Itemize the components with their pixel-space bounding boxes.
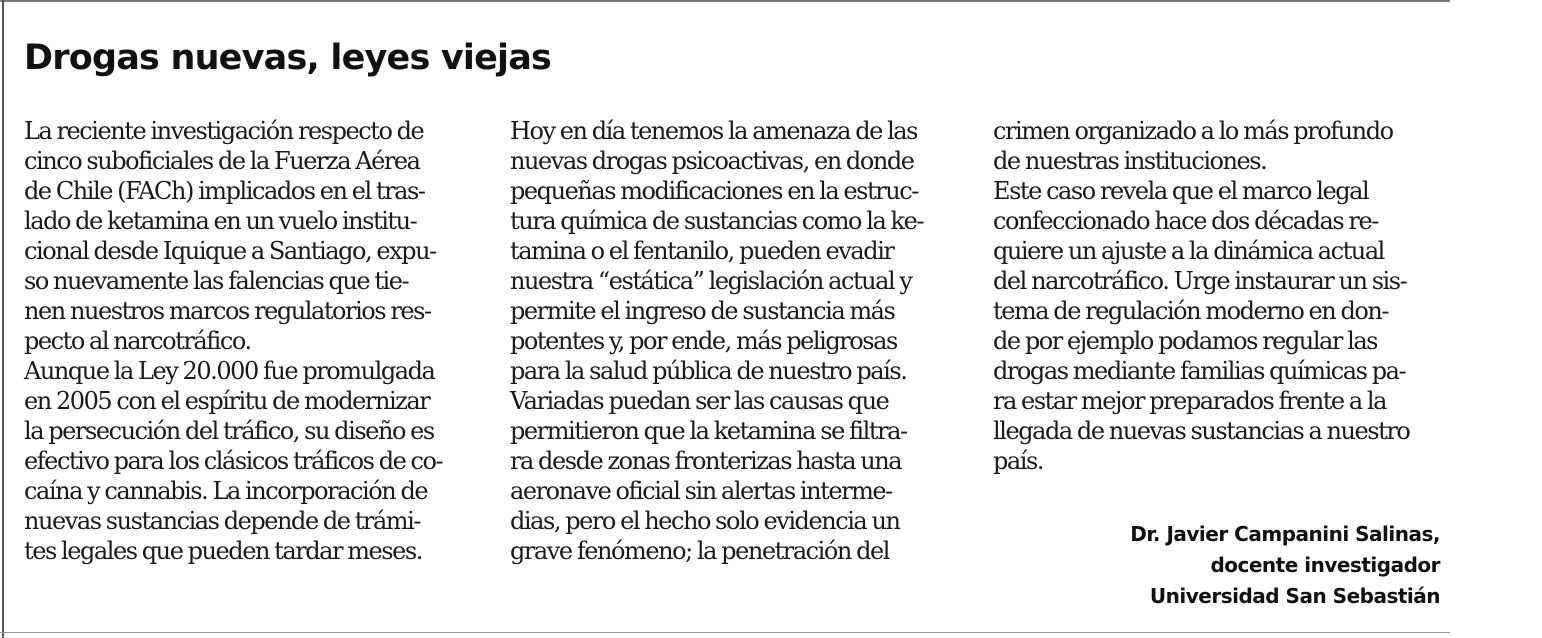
text-line: permite el ingreso de sustancia más [510, 297, 895, 325]
text-line: nuevas drogas psicoactivas, en donde [510, 147, 914, 175]
text-line: quiere un ajuste a la dinámica actual [993, 237, 1384, 265]
author-role: docente investigador [1210, 553, 1440, 577]
text-line: tamina o el fentanilo, pueden evadir [510, 237, 894, 265]
text-line: nen nuestros marcos regulatorios res- [24, 297, 431, 325]
text-line: nuevas sustancias depende de trámi- [24, 507, 421, 535]
text-line: cinco suboficiales de la Fuerza Aérea [24, 147, 420, 175]
text-line: país. [993, 447, 1044, 475]
frame-border-left [2, 0, 4, 638]
text-line: grave fenómeno; la penetración del [510, 537, 889, 565]
text-line: en 2005 con el espíritu de modernizar [24, 387, 430, 415]
text-line: ra estar mejor preparados frente a la [993, 387, 1386, 415]
text-line: del narcotráfico. Urge instaurar un sis- [993, 267, 1407, 295]
text-line: drogas mediante familias químicas pa- [993, 357, 1406, 385]
text-line: confeccionado hace dos décadas re- [993, 207, 1378, 235]
text-line: cional desde Iquique a Santiago, expu- [24, 237, 436, 265]
text-line: Variadas puedan ser las causas que [510, 387, 889, 415]
text-line: tema de regulación moderno en don- [993, 297, 1389, 325]
text-line: nuestra “estática” legislación actual y [510, 267, 912, 295]
text-line: efectivo para los clásicos tráficos de co- [24, 447, 443, 475]
text-line: aeronave oficial sin alertas interme- [510, 477, 892, 505]
text-line: Este caso revela que el marco legal [993, 177, 1369, 205]
text-line: tura química de sustancias como la ke- [510, 207, 923, 235]
text-line: la persecución del tráfico, su diseño es [24, 417, 434, 445]
text-line: pecto al narcotráfico. [24, 327, 251, 355]
text-line: Hoy en día tenemos la amenaza de las [510, 117, 918, 145]
text-line: Aunque la Ley 20.000 fue promulgada [24, 357, 435, 385]
text-line: de por ejemplo podamos regular las [993, 327, 1378, 355]
text-line: ra desde zonas fronterizas hasta una [510, 447, 902, 475]
author-name: Dr. Javier Campanini Salinas, [1130, 522, 1440, 546]
author-affiliation: Universidad San Sebastián [1149, 584, 1440, 608]
text-line: tes legales que pueden tardar meses. [24, 537, 422, 565]
text-line: permitieron que la ketamina se filtra- [510, 417, 907, 445]
text-line: pequeñas modificaciones en la estruc- [510, 177, 918, 205]
bottom-rule [0, 632, 1450, 633]
text-line: lado de ketamina en un vuelo institu- [24, 207, 417, 235]
text-line: de nuestras instituciones. [993, 147, 1267, 175]
text-line: para la salud pública de nuestro país. [510, 357, 907, 385]
text-line: potentes y, por ende, más peligrosas [510, 327, 897, 355]
top-rule [0, 0, 1450, 2]
article-column-1 [24, 116, 470, 566]
text-line: llegada de nuevas sustancias a nuestro [993, 417, 1410, 445]
text-line: dias, pero el hecho solo evidencia un [510, 507, 900, 535]
author-signature [1130, 519, 1440, 612]
text-line: de Chile (FACh) implicados en el tras- [24, 177, 425, 205]
text-line: crimen organizado a lo más profundo [993, 117, 1393, 145]
article-column-2 [510, 116, 956, 566]
text-line: so nuevamente las falencias que tie- [24, 267, 409, 295]
text-line: caína y cannabis. La incorporación de [24, 477, 428, 505]
article-headline: Drogas nuevas, leyes viejas [24, 38, 552, 78]
article-column-3 [993, 116, 1443, 476]
text-line: La reciente investigación respecto de [24, 117, 424, 145]
